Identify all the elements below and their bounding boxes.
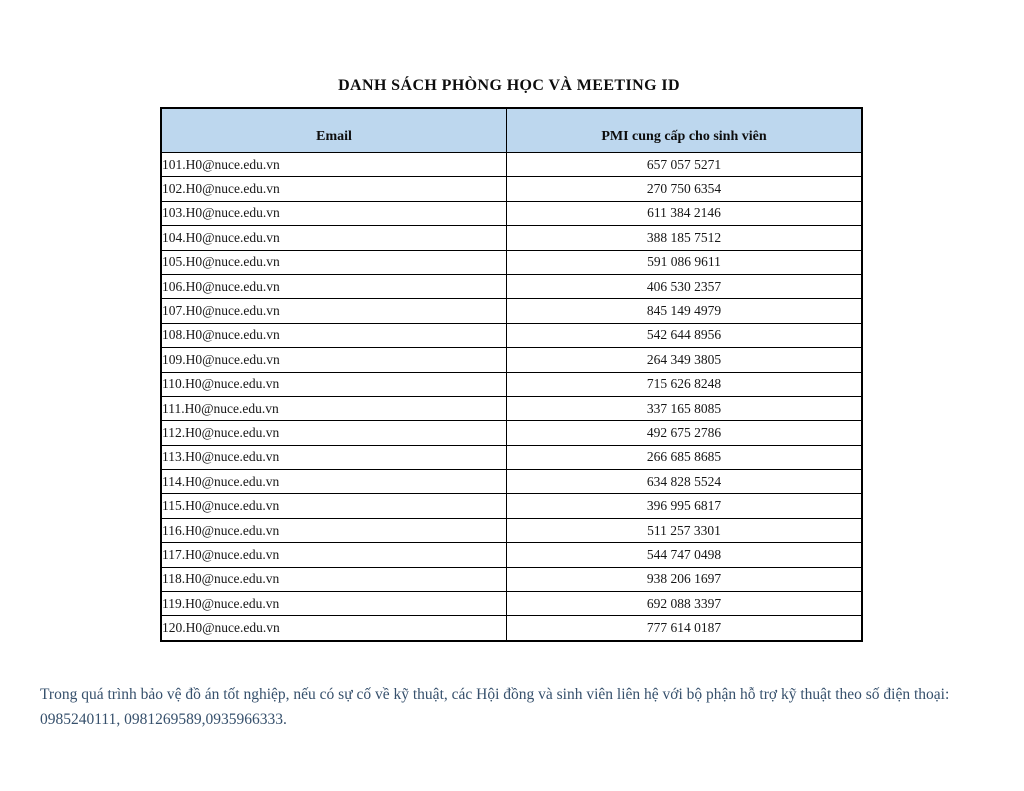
table-row xyxy=(161,567,862,591)
pmi-cell: 492 675 2786 xyxy=(507,421,863,445)
email-cell: 112.H0@nuce.edu.vn xyxy=(161,421,507,445)
table-header xyxy=(161,108,862,153)
support-note-line1: Trong quá trình bảo vệ đồ án tốt nghiệp, nếu có sự cố về kỹ thuật, các Hội đồng và sinh viên liên hệ với bộ phận hỗ trợ kỹ thuật theo số điện thoại: xyxy=(40,685,950,703)
email-cell: 118.H0@nuce.edu.vn xyxy=(161,567,507,591)
table-body xyxy=(161,153,862,641)
email-cell: 117.H0@nuce.edu.vn xyxy=(161,543,507,567)
table-row xyxy=(161,470,862,494)
pmi-column-header: PMI cung cấp cho sinh viên xyxy=(507,108,863,153)
pmi-cell: 634 828 5524 xyxy=(507,470,863,494)
email-cell: 102.H0@nuce.edu.vn xyxy=(161,177,507,201)
table-row xyxy=(161,323,862,347)
pmi-cell: 542 644 8956 xyxy=(507,323,863,347)
email-column-header: Email xyxy=(161,108,507,153)
table-row xyxy=(161,518,862,542)
pmi-cell: 845 149 4979 xyxy=(507,299,863,323)
email-cell: 104.H0@nuce.edu.vn xyxy=(161,226,507,250)
meeting-id-table xyxy=(160,107,863,642)
email-cell: 120.H0@nuce.edu.vn xyxy=(161,616,507,641)
table-row xyxy=(161,274,862,298)
table-row xyxy=(161,153,862,177)
pmi-cell: 388 185 7512 xyxy=(507,226,863,250)
email-cell: 116.H0@nuce.edu.vn xyxy=(161,518,507,542)
email-cell: 101.H0@nuce.edu.vn xyxy=(161,153,507,177)
table-row xyxy=(161,201,862,225)
email-cell: 108.H0@nuce.edu.vn xyxy=(161,323,507,347)
email-cell: 106.H0@nuce.edu.vn xyxy=(161,274,507,298)
email-cell: 114.H0@nuce.edu.vn xyxy=(161,470,507,494)
email-cell: 109.H0@nuce.edu.vn xyxy=(161,348,507,372)
table-row xyxy=(161,396,862,420)
table-row xyxy=(161,592,862,616)
pmi-cell: 266 685 8685 xyxy=(507,445,863,469)
email-cell: 107.H0@nuce.edu.vn xyxy=(161,299,507,323)
pmi-cell: 270 750 6354 xyxy=(507,177,863,201)
pmi-cell: 657 057 5271 xyxy=(507,153,863,177)
email-cell: 105.H0@nuce.edu.vn xyxy=(161,250,507,274)
pmi-cell: 715 626 8248 xyxy=(507,372,863,396)
table-row xyxy=(161,250,862,274)
pmi-cell: 511 257 3301 xyxy=(507,518,863,542)
pmi-cell: 544 747 0498 xyxy=(507,543,863,567)
table-row xyxy=(161,348,862,372)
pmi-cell: 337 165 8085 xyxy=(507,396,863,420)
table-row xyxy=(161,177,862,201)
email-cell: 103.H0@nuce.edu.vn xyxy=(161,201,507,225)
table-row xyxy=(161,226,862,250)
table-row xyxy=(161,445,862,469)
email-cell: 111.H0@nuce.edu.vn xyxy=(161,396,507,420)
table-row xyxy=(161,299,862,323)
document-title: DANH SÁCH PHÒNG HỌC VÀ MEETING ID xyxy=(338,77,680,94)
pmi-cell: 396 995 6817 xyxy=(507,494,863,518)
pmi-cell: 406 530 2357 xyxy=(507,274,863,298)
support-note xyxy=(40,682,992,732)
table-header-row xyxy=(161,108,862,153)
table-row xyxy=(161,421,862,445)
table-row xyxy=(161,543,862,567)
table-row xyxy=(161,616,862,641)
pmi-cell: 692 088 3397 xyxy=(507,592,863,616)
email-cell: 119.H0@nuce.edu.vn xyxy=(161,592,507,616)
support-note-line2: 0985240111, 0981269589,0935966333. xyxy=(40,710,287,728)
pmi-cell: 611 384 2146 xyxy=(507,201,863,225)
pmi-cell: 591 086 9611 xyxy=(507,250,863,274)
pmi-cell: 264 349 3805 xyxy=(507,348,863,372)
pmi-cell: 938 206 1697 xyxy=(507,567,863,591)
table-row xyxy=(161,372,862,396)
email-cell: 113.H0@nuce.edu.vn xyxy=(161,445,507,469)
pmi-cell: 777 614 0187 xyxy=(507,616,863,641)
email-cell: 110.H0@nuce.edu.vn xyxy=(161,372,507,396)
table-row xyxy=(161,494,862,518)
email-cell: 115.H0@nuce.edu.vn xyxy=(161,494,507,518)
